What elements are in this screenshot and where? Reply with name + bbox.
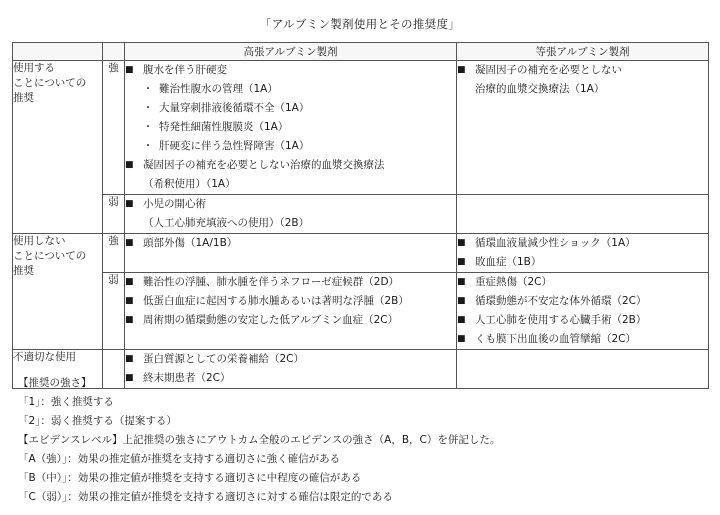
text-line: 「1」：強く推奨する <box>18 396 114 408</box>
square-bullet-icon: ■ <box>125 277 134 287</box>
list-item <box>457 273 708 292</box>
item-text: 蛋白質源としての栄養補給（2C） <box>143 353 305 365</box>
list-item <box>125 175 456 194</box>
square-bullet-icon: ■ <box>457 296 466 306</box>
square-bullet-icon: ■ <box>125 296 134 306</box>
square-bullet-icon: ■ <box>125 354 134 364</box>
item-text: 肝硬変に伴う急性腎障害（1A） <box>159 140 310 152</box>
list-item <box>457 61 708 80</box>
square-bullet-icon: ■ <box>457 65 466 75</box>
square-bullet-icon: ■ <box>125 315 134 325</box>
list-item <box>457 330 708 349</box>
header-isotonic-albumin: 等張アルブミン製剤 <box>457 43 709 61</box>
text-line: 「B（中）」：効果の推定値が推奨を支持する適切さに中程度の確信がある <box>18 472 362 484</box>
item-text: 敗血症（1B） <box>475 256 542 268</box>
sub-list-item <box>125 99 456 118</box>
cell-notuse-weak-hypertonic <box>125 273 457 350</box>
text-line: 使用しない <box>13 235 66 247</box>
strength-strong: 強 <box>103 61 125 195</box>
text-line: 推奨 <box>13 265 34 277</box>
list-item <box>125 311 456 330</box>
strength-weak: 弱 <box>103 195 125 234</box>
item-text: 治療的血漿交換療法（1A） <box>475 83 605 95</box>
row-notuse-strong <box>13 234 709 273</box>
square-bullet-icon: ■ <box>125 238 134 248</box>
header-empty-strength <box>103 43 125 61</box>
square-bullet-icon: ■ <box>125 160 134 170</box>
square-bullet-icon: ■ <box>457 334 466 344</box>
list-item <box>125 292 456 311</box>
sub-list-item <box>125 137 456 156</box>
square-bullet-icon: ■ <box>457 315 466 325</box>
text-line: ことについての <box>13 250 87 262</box>
text-line: 「C（弱）」：効果の推定値が推奨を支持する適切さに対する確信は限定的である <box>18 491 393 503</box>
cell-notuse-weak-isotonic <box>457 273 709 350</box>
list-item <box>457 311 708 330</box>
cell-use-weak-hypertonic <box>125 195 457 234</box>
row-use-weak <box>13 195 709 234</box>
square-bullet-icon: ■ <box>125 199 134 209</box>
dot-bullet-icon: ・ <box>143 84 153 95</box>
square-bullet-icon: ■ <box>457 257 466 267</box>
list-item <box>125 234 456 253</box>
item-text: 難治性の浮腫、肺水腫を伴うネフローゼ症候群（2D） <box>143 276 400 288</box>
item-text: 凝固因子の補充を必要としない <box>475 64 622 76</box>
list-item <box>457 292 708 311</box>
text-line: 使用する <box>13 62 55 74</box>
cell-use-strong-isotonic <box>457 61 709 195</box>
text-line: 【推奨の強さ】 <box>18 377 92 389</box>
sub-list-item <box>125 80 456 99</box>
dot-bullet-icon: ・ <box>143 103 153 114</box>
item-text: 難治性腹水の管理（1A） <box>159 83 278 95</box>
list-item <box>125 156 456 175</box>
item-text: 特発性細菌性腹膜炎（1A） <box>159 121 289 133</box>
row-notuse-weak <box>13 273 709 350</box>
notes-legend <box>18 374 708 507</box>
cell-use-weak-isotonic <box>457 195 709 234</box>
dot-bullet-icon: ・ <box>143 122 153 133</box>
item-text: （希釈使用）（1A） <box>143 178 236 190</box>
category-not-use <box>13 234 103 350</box>
item-text: くも膜下出血後の血管攣縮（2C） <box>475 333 637 345</box>
square-bullet-icon: ■ <box>125 65 134 75</box>
square-bullet-icon: ■ <box>457 238 466 248</box>
sub-list-item <box>125 118 456 137</box>
item-text: （人工心肺充填液への使用）（2B） <box>143 217 310 229</box>
square-bullet-icon: ■ <box>125 373 134 383</box>
item-text: 終末期患者（2C） <box>143 372 231 384</box>
cell-notuse-strong-isotonic <box>457 234 709 273</box>
cell-notuse-strong-hypertonic <box>125 234 457 273</box>
text-line: 【エビデンスレベル】上記推奨の強さにアウトカム全般のエビデンスの強さ（A，B，C）を併記した。 <box>18 434 501 446</box>
item-text: 人工心肺を使用する心臓手術（2B） <box>475 314 647 326</box>
category-use <box>13 61 103 234</box>
item-text: 低蛋白血症に起因する肺水腫あるいは著明な浮腫（2B） <box>143 295 409 307</box>
item-text: 腹水を伴う肝硬変 <box>143 64 227 76</box>
list-item <box>125 214 456 233</box>
item-text: 循環血液量減少性ショック（1A） <box>475 237 636 249</box>
list-item <box>125 61 456 80</box>
list-item <box>125 195 456 214</box>
cell-use-strong-hypertonic <box>125 61 457 195</box>
item-text: 循環動態が不安定な体外循環（2C） <box>475 295 647 307</box>
item-text: 重症熱傷（2C） <box>475 276 553 288</box>
list-item <box>457 80 708 99</box>
item-text: 小児の開心術 <box>143 198 206 210</box>
square-bullet-icon: ■ <box>457 277 466 287</box>
item-text: 頭部外傷（1A/1B） <box>143 237 238 249</box>
header-empty-category <box>13 43 103 61</box>
list-item <box>125 350 456 369</box>
row-use-strong <box>13 61 709 195</box>
header-hypertonic-albumin: 高張アルブミン製剤 <box>125 43 457 61</box>
list-item <box>457 234 708 253</box>
recommendation-table <box>12 42 709 389</box>
text-line: 推奨 <box>13 92 34 104</box>
list-item <box>457 253 708 272</box>
list-item <box>125 273 456 292</box>
table-header-row <box>13 43 709 61</box>
item-text: 凝固因子の補充を必要としない治療的血漿交換療法 <box>143 159 385 171</box>
strength-strong: 強 <box>103 234 125 273</box>
strength-weak: 弱 <box>103 273 125 350</box>
item-text: 周術期の循環動態の安定した低アルブミン血症（2C） <box>143 314 399 326</box>
text-line: 「A（強）」：効果の推定値が推奨を支持する適切さに強く確信がある <box>18 453 341 465</box>
document-title: 「アルブミン製剤使用とその推奨度」 <box>259 17 461 31</box>
item-text: 大量穿刺排液後循環不全（1A） <box>159 102 310 114</box>
text-line: 「2」：弱く推奨する（提案する） <box>18 415 177 427</box>
text-line: ことについての <box>13 77 87 89</box>
text-line: 不適切な使用 <box>13 351 76 363</box>
dot-bullet-icon: ・ <box>143 141 153 152</box>
